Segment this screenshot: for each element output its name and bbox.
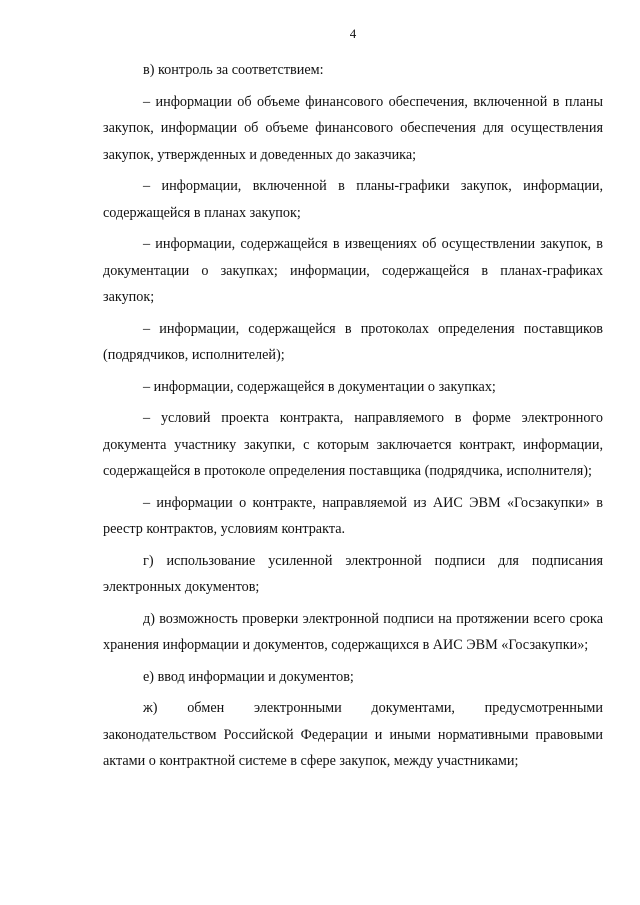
page-number: 4 (349, 26, 357, 41)
paragraph-notices: – информации, содержащейся в извещениях об осуществлении закупок, в документации о закупках; информации, содержащейся в планах-графиках закупок; (103, 236, 603, 305)
paragraph-financing-plans: – информации об объеме финансового обеспечения, включенной в планы закупок, информации об объеме финансового обеспечения для осуществления закупок, утвержденных и доведенных до заказчика; (103, 93, 603, 163)
paragraph-e-input: е) ввод информации и документов; (143, 668, 354, 685)
paragraph-contract-registry: – информации о контракте, направляемой из АИС ЭВМ «Госзакупки» в реестр контрактов, условиям контракта. (103, 494, 603, 537)
paragraph-zh-exchange: ж) обмен электронными документами, предусмотренными законодательством Российской Федерации и иными нормативными правовыми актами о контрактной системе в сфере закупок, между участниками; (103, 700, 603, 769)
paragraph-g-signature: г) использование усиленной электронной подписи для подписания электронных документов; (103, 552, 603, 595)
paragraph-d-verification: д) возможность проверки электронной подписи на протяжении всего срока хранения информации и документов, содержащихся в АИС ЭВМ «Госзакупки»; (103, 610, 603, 653)
paragraph-documentation: – информации, содержащейся в документации о закупках; (143, 378, 496, 395)
paragraph-contract-draft: – условий проекта контракта, направляемого в форме электронного документа участнику закупки, с которым заключается контракт, информации, содержащейся в протоколе определения поставщика (подрядчика, исполнителя); (103, 410, 603, 479)
paragraph-protocols: – информации, содержащейся в протоколах определения поставщиков (подрядчиков, исполнителей); (103, 320, 603, 363)
document-body (103, 57, 603, 775)
paragraph-schedule-plans: – информации, включенной в планы-графики закупок, информации, содержащейся в планах закупок; (103, 178, 603, 221)
paragraph-v-control: в) контроль за соответствием: (143, 62, 324, 78)
